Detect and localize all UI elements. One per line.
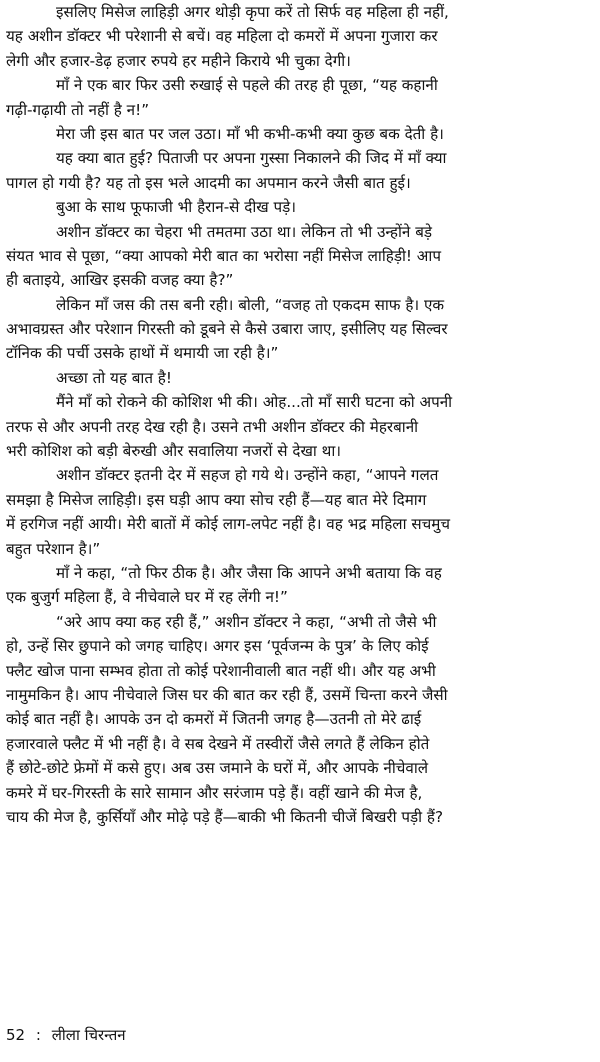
footer-separator: : [35,1026,41,1044]
text-line: हो, उन्हें सिर छुपाने को जगह चाहिए। अगर इस ‘पूर्वजन्म के पुत्र’ के लिए कोई [6,637,429,656]
paragraph [6,390,596,463]
paragraph [6,146,596,195]
text-line: यह अशीन डॉक्टर भी परेशानी से बचें। वह महिला दो कमरों में अपना गुजारा कर [6,27,438,46]
text-line: अभावग्रस्त और परेशान गिरस्ती को डूबने से कैसे उबारा जाए, इसीलिए यह सिल्वर [6,320,448,339]
text-line: हैं छोटे-छोटे फ्रेमों में कसे हुए। अब उस जमाने के घरों में, और आपके नीचेवाले [6,759,429,778]
text-line: गढ़ी-गढ़ायी तो नहीं है न!” [6,100,150,119]
text-line: मेरा जी इस बात पर जल उठा। माँ भी कभी-कभी क्या कुछ बक देती है। [56,124,444,143]
paragraph [6,122,596,146]
page-body-text [6,0,596,829]
text-line: अशीन डॉक्टर का चेहरा भी तमतमा उठा था। लेकिन तो भी उन्होंने बड़े [56,222,432,241]
text-line: अशीन डॉक्टर इतनी देर में सहज हो गये थे। उन्होंने कहा, “आपने गलत [56,466,439,485]
text-line: तरफ से और अपनी तरह देख रही है। उसने तभी अशीन डॉक्टर की मेहरबानी [6,417,419,436]
text-line: “अरे आप क्या कह रही हैं,” अशीन डॉक्टर ने कहा, “अभी तो जैसे भी [56,612,437,631]
paragraph [6,73,596,122]
text-line: भरी कोशिश को बड़ी बेरुखी और सवालिया नजरों से देखा था। [6,442,342,461]
paragraph [6,220,596,293]
text-line: हजारवाले फ्लैट में भी नहीं है। वे सब देखने में तस्वीरों जैसे लगते हैं लेकिन होते [6,734,430,753]
paragraph [6,610,596,830]
paragraph [6,293,596,366]
text-line: चाय की मेज है, कुर्सियाँ और मोढ़े पड़े हैं—बाकी भी कितनी चीजें बिखरी पड़ी हैं? [6,807,444,826]
text-line: मैंने माँ को रोकने की कोशिश भी की। ओह...तो माँ सारी घटना को अपनी [56,393,453,412]
text-line: पागल हो गयी है? यह तो इस भले आदमी का अपमान करने जैसी बात हुई। [6,173,411,192]
paragraph [6,366,596,390]
text-line: यह क्या बात हुई? पिताजी पर अपना गुस्सा निकालने की जिद में माँ क्या [56,149,447,168]
text-line: कोई बात नहीं है। आपके उन दो कमरों में जितनी जगह है—उतनी तो मेरे ढाई [6,710,422,729]
text-line: लेगी और हजार-डेढ़ हजार रुपये हर महीने किराये भी चुका देगी। [6,51,351,70]
page-number: 52 [6,1026,26,1044]
paragraph [6,0,596,73]
paragraph [6,561,596,610]
text-line: माँ ने कहा, “तो फिर ठीक है। और जैसा कि आपने अभी बताया कि वह [56,563,442,582]
text-line: इसलिए मिसेज लाहिड़ी अगर थोड़ी कृपा करें तो सिर्फ वह महिला ही नहीं, [56,3,449,21]
text-line: कमरे में घर-गिरस्ती के सारे सामान और सरंजाम पड़े हैं। वहीं खाने की मेज है, [6,783,423,802]
text-line: माँ ने एक बार फिर उसी रुखाई से पहले की तरह ही पूछा, “यह कहानी [56,76,438,95]
text-line: ही बताइये, आखिर इसकी वजह क्या है?” [6,271,234,290]
text-line: एक बुजुर्ग महिला हैं, वे नीचेवाले घर में रह लेंगी न!” [6,588,288,607]
text-line: नामुमकिन है। आप नीचेवाले जिस घर की बात कर रही हैं, उसमें चिन्ता करने जैसी [6,685,448,704]
text-line: लेकिन माँ जस की तस बनी रही। बोली, “वजह तो एकदम साफ है। एक [56,295,445,314]
text-line: समझा है मिसेज लाहिड़ी। इस घड़ी आप क्या सोच रही हैं—यह बात मेरे दिमाग [6,490,427,509]
text-line: बुआ के साथ फूफाजी भी हैरान-से दीख पड़े। [56,198,297,217]
text-line: फ्लैट खोज पाना सम्भव होता तो कोई परेशानीवाली बात नहीं थी। और यह अभी [6,661,436,680]
paragraph [6,463,596,561]
text-line: अच्छा तो यह बात है! [56,368,172,387]
book-title: लीला चिरन्तन [51,1026,126,1044]
paragraph [6,195,596,219]
text-line: बहुत परेशान है।” [6,539,101,558]
text-line: टॉनिक की पर्ची उसके हाथों में थमायी जा रही है।” [6,344,279,363]
text-line: संयत भाव से पूछा, “क्या आपको मेरी बात का भरोसा नहीं मिसेज लाहिड़ी! आप [6,246,441,265]
text-line: में हरगिज नहीं आयी। मेरी बातों में कोई लाग-लपेट नहीं है। वह भद्र महिला सचमुच [6,515,450,534]
page-footer [6,1025,126,1045]
